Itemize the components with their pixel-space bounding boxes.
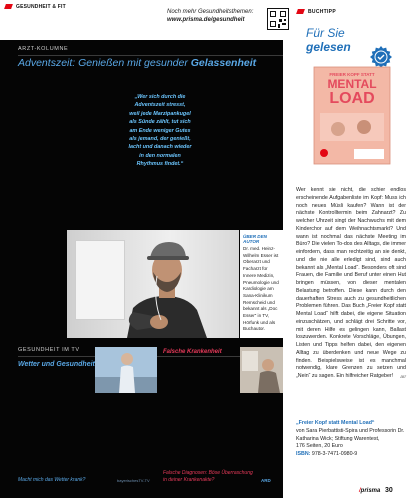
author-box — [240, 230, 283, 338]
promo-line: Noch mehr Gesundheitsthemen: — [167, 9, 254, 15]
footer-logo — [359, 488, 380, 494]
quote-line: in den normalen — [139, 152, 181, 159]
footer-logo-text: prisma — [360, 488, 381, 494]
tv-item-title[interactable]: Falsche Krankenheit — [163, 349, 222, 355]
qr-finder — [270, 21, 276, 27]
book-tip-tag-label: BUCHTIPP — [308, 9, 336, 15]
quote-line: lacht und danach wieder — [128, 144, 192, 151]
tv-scene-icon — [240, 347, 283, 393]
book-details-title: „Freier Kopf statt Mental Load“ — [296, 420, 375, 426]
book-tip-panel — [283, 0, 404, 498]
author-bio: Dr. med. Heinz-Wilhelm Esser ist Oberarzt und Facharzt für Innere Medizin, Pneumologie und Kardiologie am Sana-Klinikum Remscheid und bekannt als „Doc Esser“ in TV, Hörfunk und als Buchautor. — [243, 246, 279, 332]
quote-line: am Ende weniger Gutes — [129, 127, 191, 134]
promo-text — [167, 8, 253, 24]
quote-line: weil jede Marzipankugel — [129, 110, 191, 117]
cover-title-mid: MENTAL — [327, 77, 377, 91]
qr-dot — [278, 24, 280, 28]
divider — [18, 55, 283, 56]
tv-item-image[interactable] — [95, 347, 157, 393]
tv-presenter-icon — [95, 347, 157, 393]
book-heading-bold: gelesen — [306, 40, 351, 54]
pull-quote — [105, 93, 215, 169]
cover-title-bot: LOAD — [329, 90, 375, 107]
quote-line: „Wer sich durch die — [134, 94, 186, 100]
section-tag-label: GESUNDHEIT & FIT — [16, 4, 66, 10]
logo-mark-icon: / — [359, 488, 361, 494]
qr-finder — [280, 11, 286, 17]
book-details-authors: von Sara Pierbattisti-Spira und Professorin Dr. Katharina Wick; Stiftung Warentest, — [296, 427, 405, 442]
teaser-line: Falsche Diagnosen: Böse Überraschung — [163, 470, 253, 476]
tag-marker-icon — [296, 9, 305, 14]
quote-line: Rhythmus findet.“ — [136, 161, 184, 168]
author-photo — [67, 230, 239, 338]
qr-dot — [282, 23, 286, 25]
book-details — [296, 420, 408, 459]
cover-title-top: FREIER KOPF STATT — [329, 72, 375, 77]
isbn-label: ISBN: — [296, 451, 311, 458]
qr-code-icon[interactable] — [267, 8, 289, 30]
section-tag — [5, 4, 66, 10]
book-isbn — [296, 451, 408, 459]
qr-finder — [270, 11, 276, 17]
book-heading: Für Sie — [306, 26, 345, 40]
isbn-value: 978-3-7471-0980-9 — [311, 451, 358, 458]
promo-url[interactable]: www.prisma.de/gesundheit — [167, 17, 245, 23]
tv-item-teaser[interactable]: Macht mich das Wetter krank? — [18, 477, 86, 483]
headline-plain: Adventszeit: Genießen mit gesunder — [18, 57, 191, 69]
author-box-title: ÜBER DEN AUTOR — [243, 234, 267, 244]
column-label: ARZT-KOLUMNE — [18, 46, 69, 52]
tv-item-teaser[interactable] — [163, 470, 253, 484]
quote-line: als Sünde zählt, tut sich — [129, 119, 191, 126]
top-strip — [0, 0, 283, 40]
book-tip-tag — [297, 9, 336, 15]
qr-dot — [284, 19, 286, 21]
page-number: 30 — [385, 487, 393, 494]
tag-marker-icon — [4, 4, 13, 9]
teaser-line: in deiner Krankenakte? — [163, 477, 215, 483]
book-review — [296, 187, 406, 381]
book-cover[interactable] — [314, 67, 390, 164]
tv-section-label: GESUNDHEIT IM TV — [18, 347, 80, 353]
tv-item-title[interactable]: Wetter und Gesundheit — [18, 361, 95, 368]
headline-bold: Gelassenheit — [190, 57, 257, 69]
tip-badge-icon — [369, 45, 393, 69]
article-headline — [18, 57, 256, 69]
quote-line: als jemand, der genießt, — [129, 136, 191, 143]
book-review-text: Wer kennt sie nicht, die schier endlos erscheinende Aufgabenliste im Kopf: Muss ich noch neues Müsli kaufen? Wann ist der nächste Kontrolltermin beim Zahnarzt? Zu welcher Uhrzeit singt der Nachwuchs mit dem Kinderchor auf dem Weihnachtsmarkt? Und wann ist nochmal das nächste Meeting im Büro? Die vielen To-dos des Alltags, die immer einfordern, dass man rechtzeitig an sie denkt, und die nie alle erledigt sind, sind auch bekannt als „Mental Load“. Besonders oft sind Frauen, die Familie und Beruf unter einen Hut bringen müssen, von dieser mentalen Belastung betroffen. Diese kann durch den dauerhaften Stress auch zu gesundheitlichen Problemen führen. Das Buch „Freier Kopf statt Mental Load“ hilft dabei, die eigene Situation einzuschätzen, und schlägt drei Schritte vor, mit deren Hilfe es gelingen kann, Ballast loszuwerden. Konkrete Vorschläge, Übungen, Listen und Tipps helfen dabei, den eigenen Alltag zu überdenken und neue Wege zu finden. Beispielsweise ist es manchmal notwendig, klare Grenzen zu setzen und „Nein“ zu sagen. Ein hilfreicher Ratgeber! — [296, 187, 406, 379]
tv-channel-logo: ARD — [261, 478, 271, 483]
quote-line: Adventszeit stresst, — [134, 102, 186, 109]
review-signature: arr — [400, 374, 406, 379]
qr-dot — [279, 19, 282, 22]
tv-item-image[interactable] — [240, 347, 283, 393]
book-details-pages: 176 Seiten, 20 Euro — [296, 443, 343, 450]
author-figure-icon — [67, 230, 239, 338]
tv-channel-logo: bayerischesTV-TV — [117, 478, 150, 483]
